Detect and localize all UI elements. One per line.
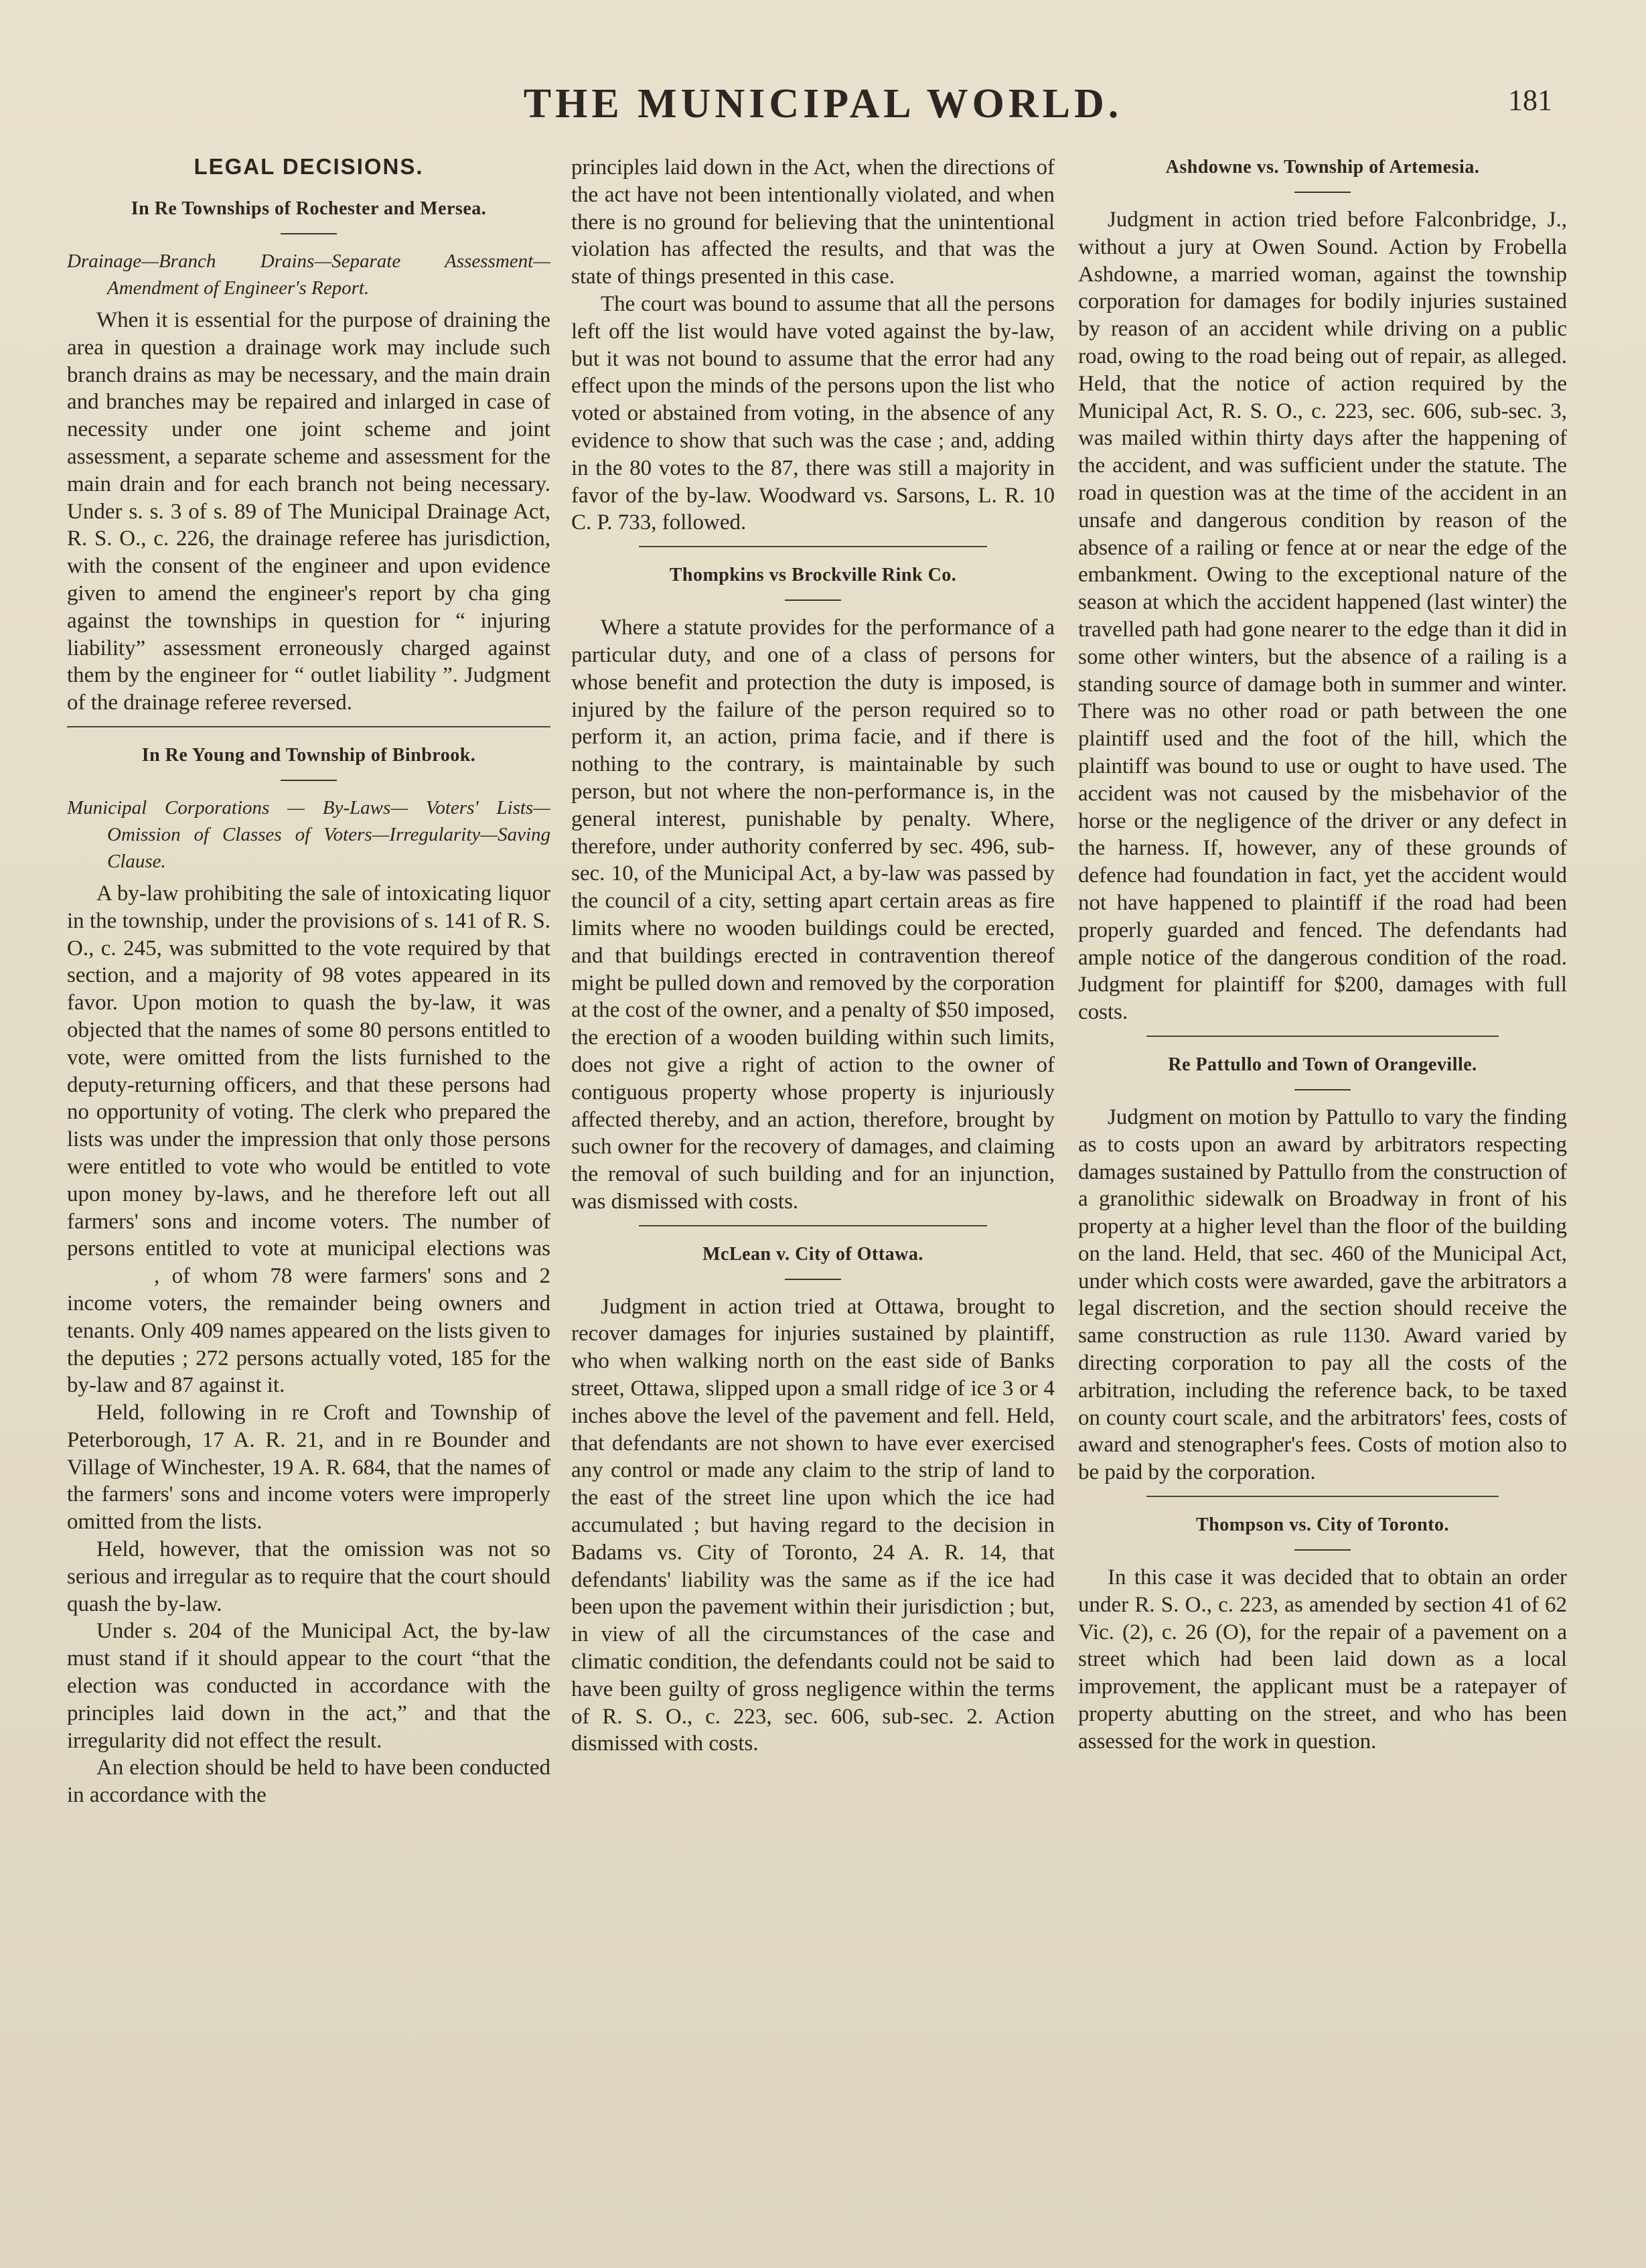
divider [281,780,337,781]
case-paragraph: Judgment in action tried at Ottawa, brought to recover damages for injuries sustained by plaintiff, who when walking north on the east side of Banks street, Ottawa, slipped upon a small ridge of ice 3 or 4 inches above the level of the pavement and fell. Held, that defendants are not shown to have ever exercised any control or made any claim to the strip of land to the east of the street line upon which the ice had accumulated ; but having regard to the decision in Badams vs. City of Toronto, 24 A. R. 14, that defendants' liability was the same as if the ice had been upon the pavement within their jurisdiction ; but, in view of all the circumstances of the case and climatic condition, the defendants could not be said to have been guilty of gross negligence within the terms of R. S. O., c. 223, sec. 606, sub-sec. 2. Action dismissed with costs. [571,1294,1055,1756]
case-paragraph: principles laid down in the Act, when the directions of the act have not been intentionally violated, and when there is no ground for believing that the unintentional violation has affected the results, and that was the state of things presented in this case. [571,155,1055,289]
case-paragraph: In this case it was decided that to obtain an order under R. S. O., c. 223, as amended by section 41 of 62 Vic. (2), c. 26 (O), for the repair of a pavement on a street which had been laid down as a local improvement, the applicant must be a ratepayer of property abutting on the street, and who has been assessed for the work in question. [1078,1565,1567,1754]
case-paragraph: The court was bound to assume that all the persons left off the list would have voted against the by-law, but it was not bound to assume that the error had any effect upon the minds of the persons upon the list who voted or abstained from voting, in the absence of any evidence to show that such was the case ; and, adding in the 80 votes to the 87, there was still a majority in favor of the by-law. Woodward vs. Sarsons, L. R. 10 C. P. 733, followed. [571,291,1055,535]
case-title-thompson-toronto: Thompson vs. City of Toronto. [1195,1514,1450,1536]
case-paragraph: Where a statute provides for the performance of a particular duty, and one of a class of persons for whose benefit and protection the duty is imposed, is injured by the failure of the person required so to perform it, an action, prima facie, and if there is nothing to the contrary, is maintainable by such person, but not where the non-performance is, in the general interest, punishable by penalty. Where, therefore, under authority conferred by sec. 496, sub-sec. 10, of the Municipal Act, a by-law was passed by the council of a city, setting apart certain areas as fire limits where no wooden buildings could be erected, and that buildings erected in contravention thereof might be pulled down and removed by the corporation at the cost of the owner, and a penalty of $50 imposed, the erection of a wooden building within such limits, does not give a right of action to the owner of contiguous property whose property is injuriously affected thereby, and an action, therefore, brought by such owner for the recovery of damages, and claiming the removal of such building and for an injunction, was dismissed with costs. [571,616,1055,1214]
page-number: 181 [1508,84,1552,117]
case-paragraph: Under s. 204 of the Municipal Act, the by-law must stand if it should appear to the court “that the election was conducted in accordance with the principles laid down in the act,” and that the irregularity did not effect the result. [67,1619,550,1753]
divider [785,1279,841,1280]
section-divider [1146,1036,1499,1037]
divider [1294,1549,1351,1551]
case-paragraph: Held, however, that the omission was not so serious and irregular as to require that the court should quash the by-law. [67,1537,550,1616]
case-paragraph: An election should be held to have been conducted in accordance with the [67,1756,550,1808]
publication-title: THE MUNICIPAL WORLD. [523,81,1123,127]
section-divider [639,1225,987,1226]
case-paragraph [67,880,550,1399]
case-title-pattullo-orangeville: Re Pattullo and Town of Orangeville. [1168,1054,1477,1075]
divider [785,599,841,601]
case-title-rochester-mersea: In Re Townships of Rochester and Mersea. [131,198,487,219]
case-subtitle: Drainage—Branch Drains—Separate Assessment—Amendment of Engineer's Report. [67,251,550,299]
text-run: , of whom 78 were farmers' sons and 2 income voters, the remainder being owners and tenants. Only 409 names appeared on the lists given to the deputies ; 272 persons actually voted, 185 for the by-law and 87 against it. [67,1264,550,1398]
section-heading: LEGAL DECISIONS. [194,154,424,179]
case-title-ashdowne: Ashdowne vs. Township of Artemesia. [1165,157,1480,178]
column-1 [67,154,550,2241]
column-3 [1078,154,1567,2241]
case-title-young-binbrook: In Re Young and Township of Binbrook. [141,744,476,766]
case-paragraph: When it is essential for the purpose of draining the area in question a drainage work may include such branch drains as may be necessary, and the main drain and branches may be repaired and inlarged in case of necessity under one joint scheme and joint assessment, a separate scheme and assessment for the main drain and for each branch not being necessary. Under s. s. 3 of s. 89 of The Municipal Drainage Act, R. S. O., c. 226, the drainage referee has jurisdiction, with the consent of the engineer and upon evidence given to amend the engineer's report by cha ging against the townships in question for “ injuring liability” assessment erroneously charged against them by the engineer for “ outlet liability ”. Judgment of the drainage referee reversed. [67,308,550,715]
section-divider [1146,1496,1499,1497]
divider [1294,192,1351,193]
text-run: A by-law prohibiting the sale of intoxicating liquor in the township, under the provisions of s. 141 of R. S. O., c. 245, was submitted to the vote required by that section, and a majority of 98 votes appeared in its favor. Upon motion to quash the by-law, it was objected that the names of some 80 persons entitled to vote, were omitted from the lists furnished to the deputy-returning officers, and that these persons had no opportunity of voting. The clerk who prepared the lists was under the impression that only those persons were entitled to vote who would be entitled to vote upon money by-laws, and he therefore left out all farmers' sons and income voters. The number of persons entitled to vote at municipal elections was [67,881,550,1261]
divider [281,233,337,234]
case-title-thompkins: Thompkins vs Brockville Rink Co. [669,565,957,586]
section-divider [639,546,987,547]
case-subtitle: Municipal Corporations — By-Laws— Voters' Lists—Omission of Classes of Voters—Irregularity—Saving Clause. [67,796,550,872]
case-paragraph: Judgment on motion by Pattullo to vary the finding as to costs upon an award by arbitrators respecting damages sustained by Pattullo from the construction of a granolithic sidewalk on Broadway in front of his property at a higher level than the floor of the building on the land. Held, that sec. 460 of the Municipal Act, under which costs were awarded, gave the arbitrators a legal discretion, and the section should receive the same construction as rule 1130. Award varied by directing corporation to pay all the costs of the arbitration, including the reference back, to be taxed on county court scale, and the arbitrators' fees, costs of award and stenographer's fees. Costs of motion also to be paid by the corporation. [1078,1105,1567,1485]
divider [1294,1089,1351,1090]
case-paragraph: Held, following in re Croft and Township of Peterborough, 17 A. R. 21, and in re Bounder and Village of Winchester, 19 A. R. 684, that the names of the farmers' sons and income voters were improperly omitted from the lists. [67,1401,550,1535]
masthead [0,80,1646,134]
column-2 [571,154,1055,2241]
section-divider [67,726,550,727]
case-paragraph: Judgment in action tried before Falconbridge, J., without a jury at Owen Sound. Action by Frobella Ashdowne, a married woman, against the township corporation for damages for bodily injuries sustained by reason of an accident while driving on a public road, owing to the road being out of repair, as alleged. Held, that the notice of action required by the Municipal Act, R. S. O., c. 223, sec. 606, sub-sec. 3, was mailed within thirty days after the happening of the accident, and was sufficient under the statute. The road in question was at the time of the accident in an unsafe and dangerous condition by reason of the absence of a railing or fence at or near the edge of the embankment. Owing to the exceptional nature of the season at which the accident happened (last winter) the travelled path had gone nearer to the edge than it did in some other winters, but the absence of a railing is a standing source of damage both in summer and winter. There was no other road or path between the one plaintiff used and the foot of the hill, which the plaintiff was bound to use or ought to have used. The accident was not caused by the misbehavior of the horse or the negligence of the driver or any defect in the harness. If, however, any of these grounds of defence had foundation in fact, yet the accident would not have happened to plaintiff if the road had been properly guarded and fenced. The defendants had ample notice of the dangerous condition of the road. Judgment for plaintiff for $200, damages with full costs. [1078,208,1567,1025]
case-title-mclean-ottawa: McLean v. City of Ottawa. [702,1243,923,1265]
